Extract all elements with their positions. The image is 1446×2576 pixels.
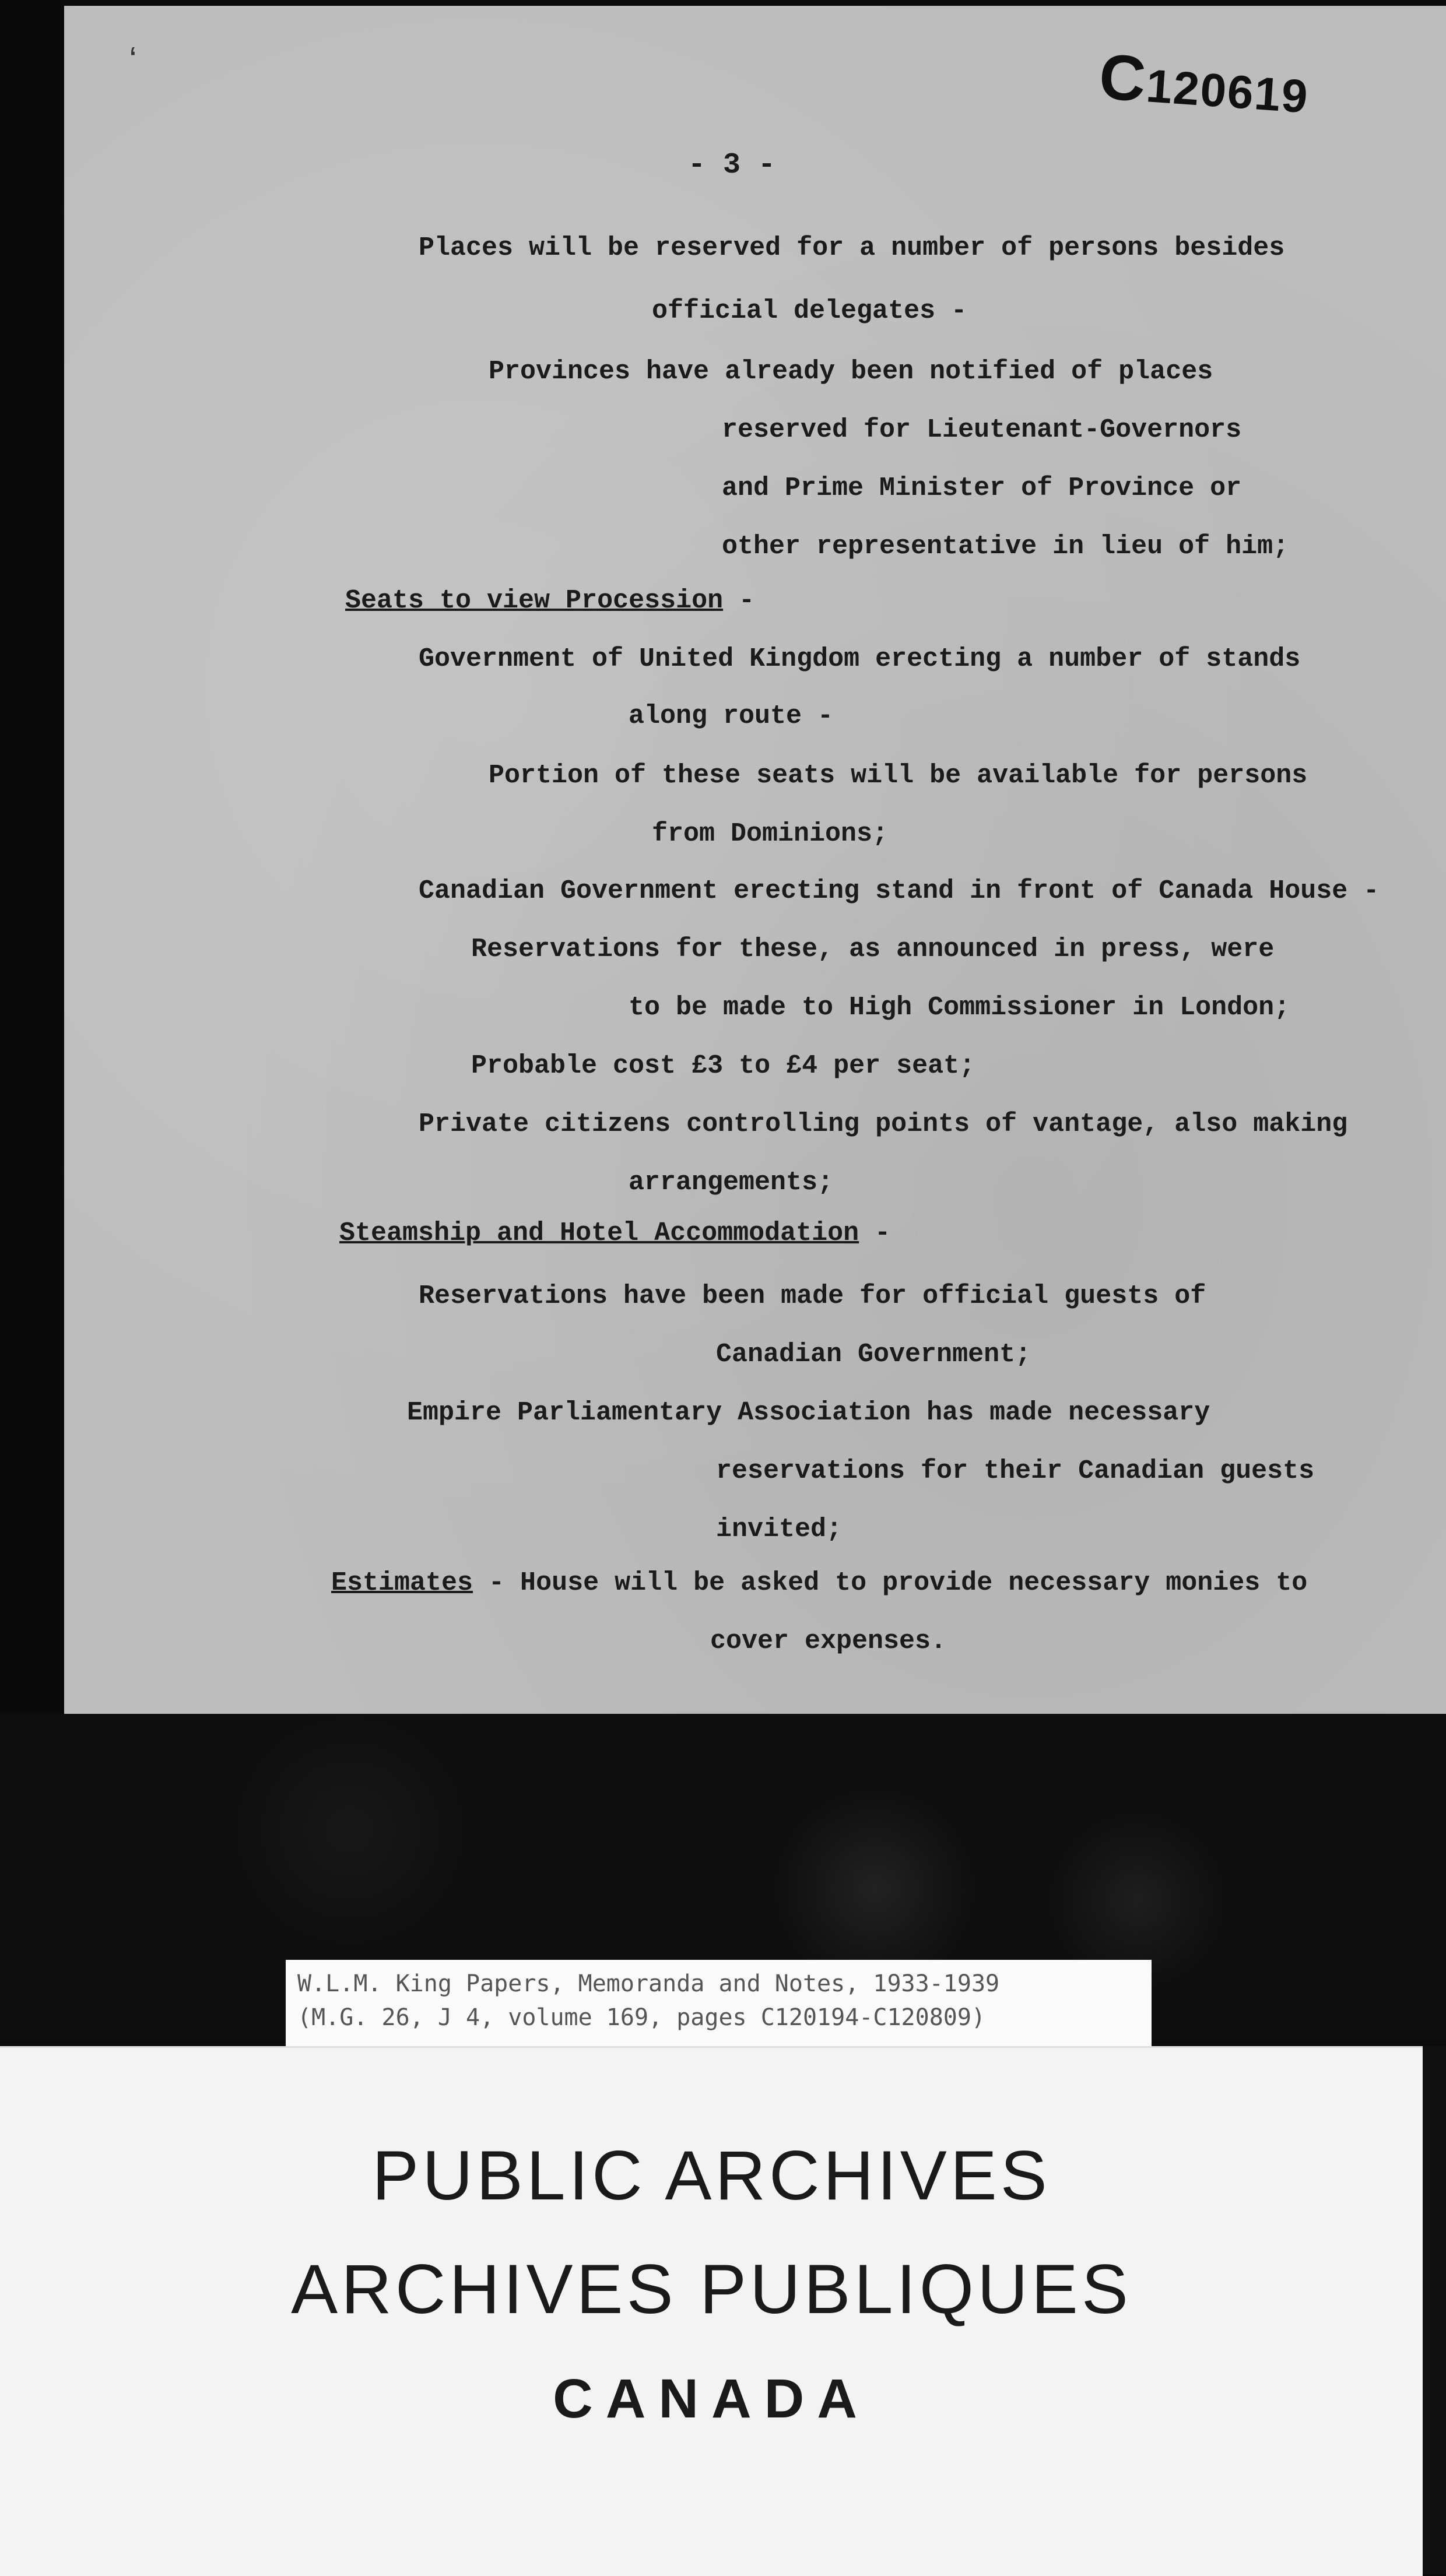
stamp-prefix: C (1097, 40, 1149, 115)
archive-stamp (1097, 40, 1311, 128)
section-heading-steamship (339, 1218, 890, 1248)
text-line: and Prime Minister of Province or (722, 473, 1242, 503)
text-line: invited; (716, 1514, 843, 1544)
text-line: Reservations have been made for official guests of (419, 1281, 1206, 1311)
film-right-edge (1423, 2046, 1446, 2574)
heading-dash: - (723, 586, 755, 616)
heading-rest: - House will be asked to provide necessary monies to (473, 1568, 1308, 1598)
film-left-edge (0, 0, 64, 1714)
text-line: official delegates - (652, 296, 967, 326)
reference-line-1: W.L.M. King Papers, Memoranda and Notes, 1933-1939 (297, 1970, 1000, 1997)
page-number: - 3 - (688, 149, 776, 182)
text-line: cover expenses. (710, 1626, 947, 1656)
text-line: along route - (629, 701, 834, 731)
text-line: Provinces have already been notified of places (489, 357, 1213, 386)
reference-label (286, 1960, 1152, 2046)
section-heading-estimates (331, 1568, 1307, 1598)
text-line: reserved for Lieutenant-Governors (722, 415, 1242, 445)
text-line: Canadian Government; (716, 1340, 1031, 1369)
text-line: Private citizens controlling points of vantage, also making (419, 1109, 1348, 1139)
section-heading-seats (345, 586, 754, 616)
heading-text: Seats to view Procession (345, 586, 724, 616)
margin-mark: ʻ (122, 44, 144, 84)
heading-text: Estimates (331, 1568, 473, 1598)
text-line: reservations for their Canadian guests (716, 1456, 1315, 1486)
archive-label-card (0, 2046, 1423, 2576)
heading-dash: - (859, 1218, 891, 1248)
text-line: Places will be reserved for a number of persons besides (419, 233, 1285, 263)
text-line: Empire Parliamentary Association has made necessary (407, 1398, 1210, 1428)
archive-line-3: CANADA (553, 2368, 870, 2430)
text-line: other representative in lieu of him; (722, 532, 1289, 561)
text-line: to be made to High Commissioner in London; (629, 993, 1290, 1022)
archive-line-1: PUBLIC ARCHIVES (372, 2136, 1051, 2215)
reference-line-2: (M.G. 26, J 4, volume 169, pages C120194-C120809) (297, 2004, 986, 2031)
text-line: Canadian Government erecting stand in front of Canada House - (419, 876, 1380, 906)
text-line: Government of United Kingdom erecting a number of stands (419, 644, 1301, 674)
text-line: Portion of these seats will be available for persons (489, 761, 1308, 790)
archive-line-2: ARCHIVES PUBLIQUES (291, 2250, 1132, 2328)
heading-text: Steamship and Hotel Accommodation (339, 1218, 859, 1248)
text-line: from Dominions; (652, 819, 889, 849)
text-line: Reservations for these, as announced in press, were (471, 934, 1275, 964)
stamp-number: 120619 (1144, 59, 1311, 123)
text-line: Probable cost £3 to £4 per seat; (471, 1051, 975, 1081)
text-line: arrangements; (629, 1168, 834, 1197)
